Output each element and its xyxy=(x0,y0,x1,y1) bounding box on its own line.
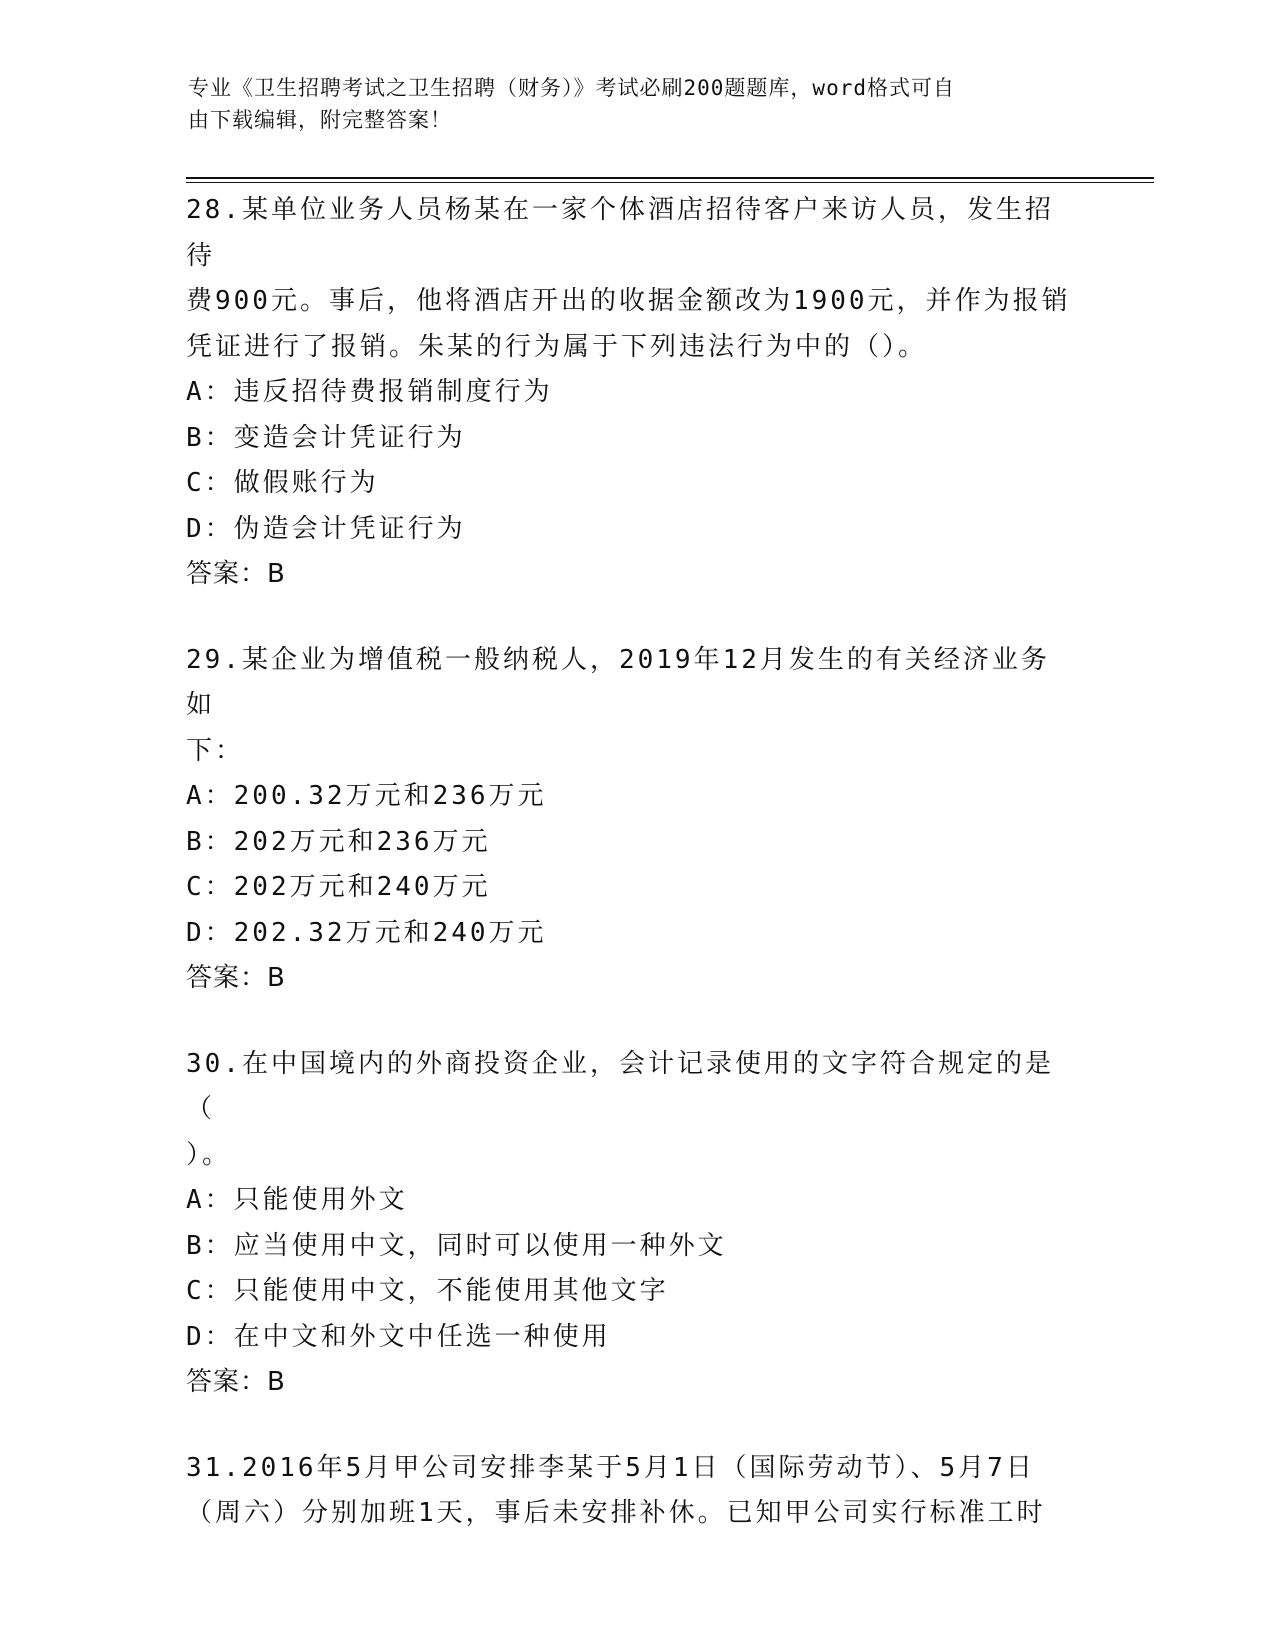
header-divider xyxy=(186,177,1154,179)
answer-option: D：伪造会计凭证行为 xyxy=(186,513,466,544)
question-stem-line: 费900元。事后，他将酒店开出的收据金额改为1900元，并作为报销 xyxy=(186,286,1071,316)
answer-option: C：做假账行为 xyxy=(186,468,379,498)
question-list xyxy=(186,188,1076,1577)
answer-option: D：在中文和外文中任选一种使用 xyxy=(186,1321,611,1352)
header-divider-thin xyxy=(186,182,1154,183)
document-header xyxy=(188,72,1068,136)
answer-option: B：变造会计凭证行为 xyxy=(186,422,466,453)
question-block xyxy=(186,1446,1076,1537)
question-stem-line: 凭证进行了报销。朱某的行为属于下列违法行为中的（）。 xyxy=(186,331,928,362)
answer-option: A：违反招待费报销制度行为 xyxy=(186,377,553,407)
answer-option: B：应当使用中文，同时可以使用一种外文 xyxy=(186,1230,727,1261)
question-stem-line: 下： xyxy=(186,735,245,766)
header-line-2: 由下载编辑，附完整答案！ xyxy=(188,108,452,132)
question-block xyxy=(186,188,1076,598)
question-stem-line: 30.在中国境内的外商投资企业，会计记录使用的文字符合规定的是（ xyxy=(186,1048,1054,1124)
answer-option: C：202万元和240万元 xyxy=(186,872,491,902)
answer-key: 答案：B xyxy=(186,1367,286,1397)
question-stem-line: 31.2016年5月甲公司安排李某于5月1日（国际劳动节）、5月7日 xyxy=(186,1452,1035,1483)
answer-option: B：202万元和236万元 xyxy=(186,826,491,857)
question-block xyxy=(186,1042,1076,1406)
answer-option: A：只能使用外文 xyxy=(186,1185,408,1215)
header-line-1: 专业《卫生招聘考试之卫生招聘（财务）》考试必刷200题题库，word格式可自 xyxy=(188,76,955,100)
question-block xyxy=(186,638,1076,1002)
answer-option: C：只能使用中文，不能使用其他文字 xyxy=(186,1276,669,1306)
answer-option: A：200.32万元和236万元 xyxy=(186,781,547,811)
answer-key: 答案：B xyxy=(186,963,286,993)
answer-option: D：202.32万元和240万元 xyxy=(186,917,547,948)
question-stem-line: ）。 xyxy=(186,1139,232,1170)
answer-key: 答案：B xyxy=(186,559,286,589)
question-stem-line: （周六）分别加班1天，事后未安排补休。已知甲公司实行标准工时 xyxy=(186,1498,1046,1528)
question-stem-line: 28.某单位业务人员杨某在一家个体酒店招待客户来访人员，发生招待 xyxy=(186,195,1054,271)
question-stem-line: 29.某企业为增值税一般纳税人，2019年12月发生的有关经济业务如 xyxy=(186,644,1050,720)
